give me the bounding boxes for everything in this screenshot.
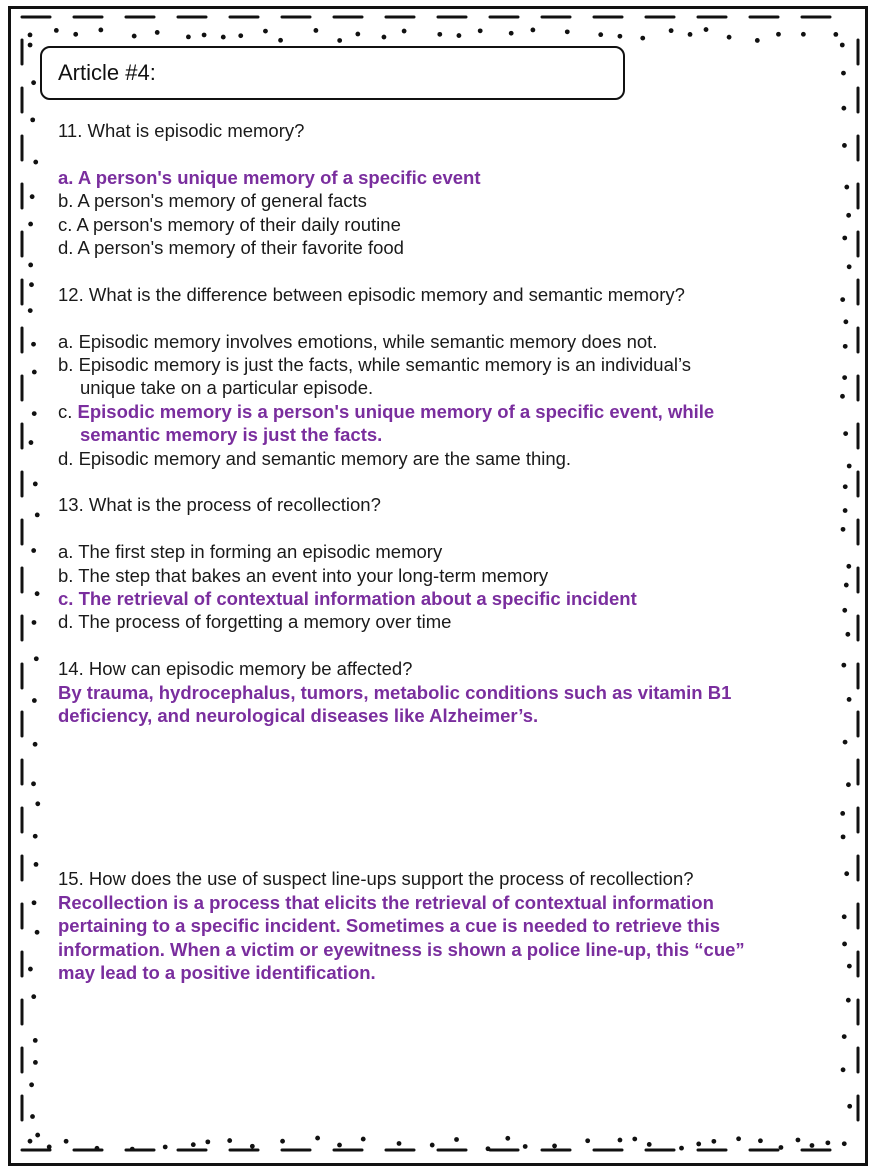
q15-answer-line3: information. When a victim or eyewitness is shown a police line-up, this “cue” xyxy=(58,938,745,960)
q11-option-b: b. A person's memory of general facts xyxy=(58,190,367,212)
q11-option-c: c. A person's memory of their daily routine xyxy=(58,213,401,235)
question-14-prompt: 14. How can episodic memory be affected? xyxy=(58,658,413,680)
q11-option-d: d. A person's memory of their favorite food xyxy=(58,237,404,259)
q12-option-c-line2: semantic memory is just the facts. xyxy=(80,424,383,446)
worksheet-content xyxy=(58,119,818,985)
q12-option-a: a. Episodic memory involves emotions, while semantic memory does not. xyxy=(58,330,658,352)
q12-option-d: d. Episodic memory and semantic memory are the same thing. xyxy=(58,447,572,469)
article-title-box xyxy=(40,46,625,100)
q12-option-c-line1 xyxy=(58,400,818,423)
q12-option-b-line2: unique take on a particular episode. xyxy=(80,377,374,399)
q15-answer-line1: Recollection is a process that elicits the retrieval of contextual information xyxy=(58,891,714,913)
q15-answer-line2: pertaining to a specific incident. Sometimes a cue is needed to retrieve this xyxy=(58,915,721,937)
article-title: Article #4: xyxy=(58,60,156,85)
q12-option-c-prefix: c. xyxy=(58,400,78,422)
question-11-prompt: 11. What is episodic memory? xyxy=(58,120,305,141)
question-13-prompt: 13. What is the process of recollection? xyxy=(58,494,381,516)
q13-option-a: a. The first step in forming an episodic memory xyxy=(58,541,443,563)
q12-option-b-line1: b. Episodic memory is just the facts, while semantic memory is an individual’s xyxy=(58,354,692,376)
question-15-prompt: 15. How does the use of suspect line-ups support the process of recollection? xyxy=(58,868,694,890)
q13-option-b: b. The step that bakes an event into your long-term memory xyxy=(58,564,549,586)
q12-option-c-answer: Episodic memory is a person's unique memory of a specific event, while xyxy=(77,400,715,422)
q14-answer-line2: deficiency, and neurological diseases like Alzheimer’s. xyxy=(58,705,539,727)
q13-option-d: d. The process of forgetting a memory over time xyxy=(58,611,452,633)
q11-option-a: a. A person's unique memory of a specific event xyxy=(58,166,481,188)
q13-option-c: c. The retrieval of contextual information about a specific incident xyxy=(58,588,637,610)
q14-answer-line1: By trauma, hydrocephalus, tumors, metabolic conditions such as vitamin B1 xyxy=(58,681,732,703)
question-12-prompt: 12. What is the difference between episodic memory and semantic memory? xyxy=(58,283,685,305)
q15-answer-line4: may lead to a positive identification. xyxy=(58,962,376,984)
